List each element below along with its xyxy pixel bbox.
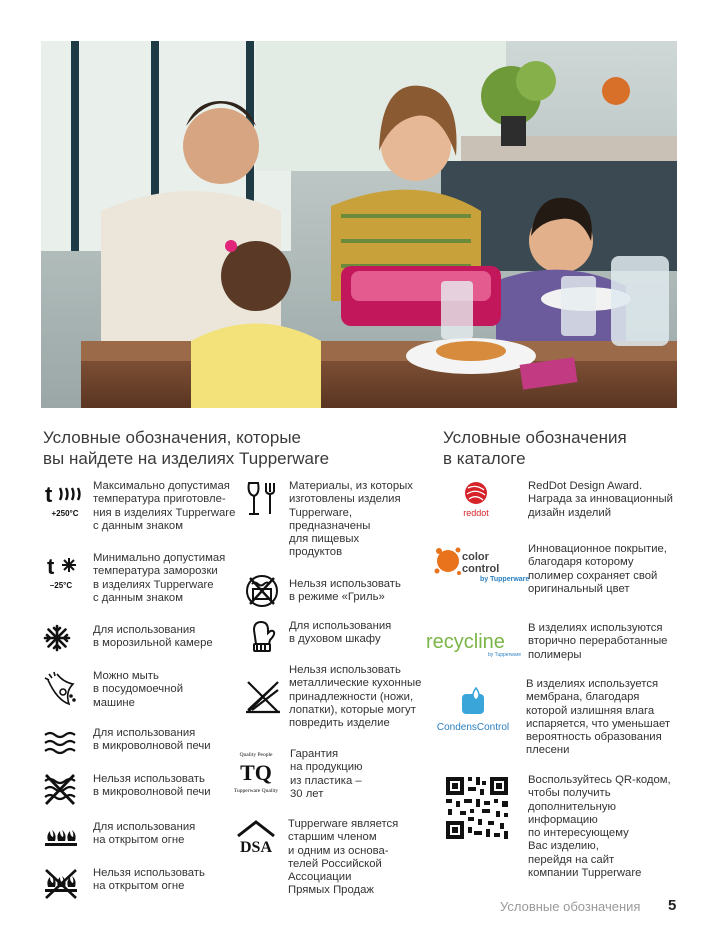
legend-text: Для использования в морозильной камере — [93, 624, 213, 650]
condens-label: CondensControl — [436, 722, 510, 733]
family-dinner-image — [41, 41, 677, 408]
condens-control-icon — [428, 678, 522, 738]
svg-text:color: color — [462, 551, 489, 563]
legend-item-no-metal — [244, 664, 421, 730]
svg-text:t: t — [47, 554, 55, 579]
legend-text: Гарантия на продукцию из пластика – 30 лет — [290, 748, 363, 800]
legend-item-no-grill — [244, 572, 401, 610]
legend-item-freezer — [43, 618, 213, 658]
reddot-label: reddot — [463, 508, 489, 518]
recycline-label: recycline — [426, 631, 505, 653]
qr-code-icon[interactable] — [432, 773, 522, 843]
page-number: 5 — [668, 897, 677, 914]
legend-text: Нельзя использовать на открытом огне — [93, 867, 205, 893]
tq-label: TQ — [240, 760, 272, 785]
reddot-icon — [432, 480, 522, 520]
no-microwave-icon — [43, 770, 87, 810]
legend-item-warranty — [230, 748, 363, 801]
open-fire-icon — [43, 818, 87, 858]
legend-text: Инновационное покрытие, благодаря которому полимер сохраняет свой оригинальный цвет — [528, 543, 667, 595]
legend-item-no-microwave — [43, 770, 211, 810]
legend-text: Максимально допустимая температура приготовле- ния в изделиях Tupperware с данным знаком — [93, 480, 236, 532]
legend-text: Tupperware является старшим членом и одним из основа- телей Российской Ассоциации Прямых Продаж — [288, 818, 399, 897]
svg-text:Tupperware Quality: Tupperware Quality — [233, 788, 279, 794]
footer-section-title: Условные обозначения — [500, 899, 641, 914]
legend-text: Нельзя использовать в режиме «Гриль» — [289, 578, 401, 604]
food-safe-icon — [244, 480, 282, 518]
recycline-icon — [426, 622, 522, 662]
min-temp-icon — [43, 552, 87, 592]
legend-text: Можно мыть в посудомоечной машине — [93, 670, 184, 709]
legend-text: Для использования на открытом огне — [93, 821, 196, 847]
legend-item-color-control — [432, 543, 667, 596]
left-heading-line1: Условные обозначения, которые — [43, 428, 301, 447]
legend-item-max-temp — [43, 480, 235, 533]
dsa-label: DSA — [239, 839, 273, 856]
legend-item-no-open-fire — [43, 864, 205, 904]
legend-item-condens-control — [428, 678, 670, 758]
legend-text: Материалы, из которых изготовлены изделия Tupperware, предназначены для пищевых продуктов — [289, 480, 413, 559]
dsa-icon — [234, 818, 278, 858]
legend-item-dishwasher — [43, 670, 183, 710]
svg-text:by Tupperware: by Tupperware — [480, 576, 530, 583]
tq-warranty-icon — [230, 748, 282, 796]
legend-text: В изделиях используется мембрана, благодаря которой излишняя влага испаряется, что уменьшает вероятность образования плесени — [526, 678, 671, 757]
no-open-fire-icon — [43, 864, 87, 904]
legend-item-microwave — [43, 724, 211, 764]
max-temp-icon — [43, 480, 87, 520]
max-temp-value: +250°C — [51, 509, 79, 518]
legend-text: Для использования в духовом шкафу — [289, 620, 392, 646]
legend-item-open-fire — [43, 818, 195, 858]
hero-photo — [41, 41, 677, 408]
no-metal-utensils-icon — [244, 678, 282, 716]
legend-item-qr[interactable] — [432, 773, 671, 880]
color-control-icon — [432, 543, 530, 589]
svg-text:by Tupperware: by Tupperware — [488, 652, 522, 658]
right-heading-line2: в каталоге — [443, 449, 526, 468]
oven-mitt-icon — [244, 618, 282, 656]
left-section-heading — [43, 427, 329, 469]
legend-item-reddot — [432, 480, 673, 520]
svg-text:t: t — [45, 482, 53, 507]
legend-item-oven — [244, 618, 391, 656]
snowflake-icon — [43, 618, 87, 658]
right-heading-line1: Условные обозначения — [443, 428, 627, 447]
legend-text: Нельзя использовать в микроволновой печи — [93, 773, 211, 799]
svg-text:Quality People: Quality People — [239, 752, 273, 758]
min-temp-value: –25°C — [49, 581, 73, 590]
legend-text: Нельзя использовать металлические кухонные принадлежности (ножи, лопатки), которые могут повредить изделие — [289, 664, 422, 730]
svg-text:control: control — [462, 563, 500, 575]
no-grill-icon — [244, 572, 282, 610]
legend-text: RedDot Design Award. Награда за инновационный дизайн изделий — [528, 480, 673, 519]
legend-item-dsa — [234, 818, 398, 898]
left-heading-line2: вы найдете на изделиях Tupperware — [43, 449, 330, 468]
right-section-heading — [443, 427, 627, 469]
legend-text: Минимально допустимая температура заморозки в изделиях Tupperware с данным знаком — [93, 552, 226, 604]
legend-text: Для использования в микроволновой печи — [93, 727, 211, 753]
microwave-icon — [43, 724, 87, 764]
legend-text: В изделиях используются вторично переработанные полимеры — [528, 622, 668, 661]
legend-text: Воспользуйтесь QR-кодом, чтобы получить дополнительную информацию по интересующему Вас изделию, перейдя на сайт компании Tupperware — [528, 774, 671, 880]
legend-item-min-temp — [43, 552, 225, 605]
legend-item-food-safe — [244, 480, 413, 560]
legend-item-recycline — [426, 622, 667, 662]
dishwasher-icon — [43, 670, 87, 710]
